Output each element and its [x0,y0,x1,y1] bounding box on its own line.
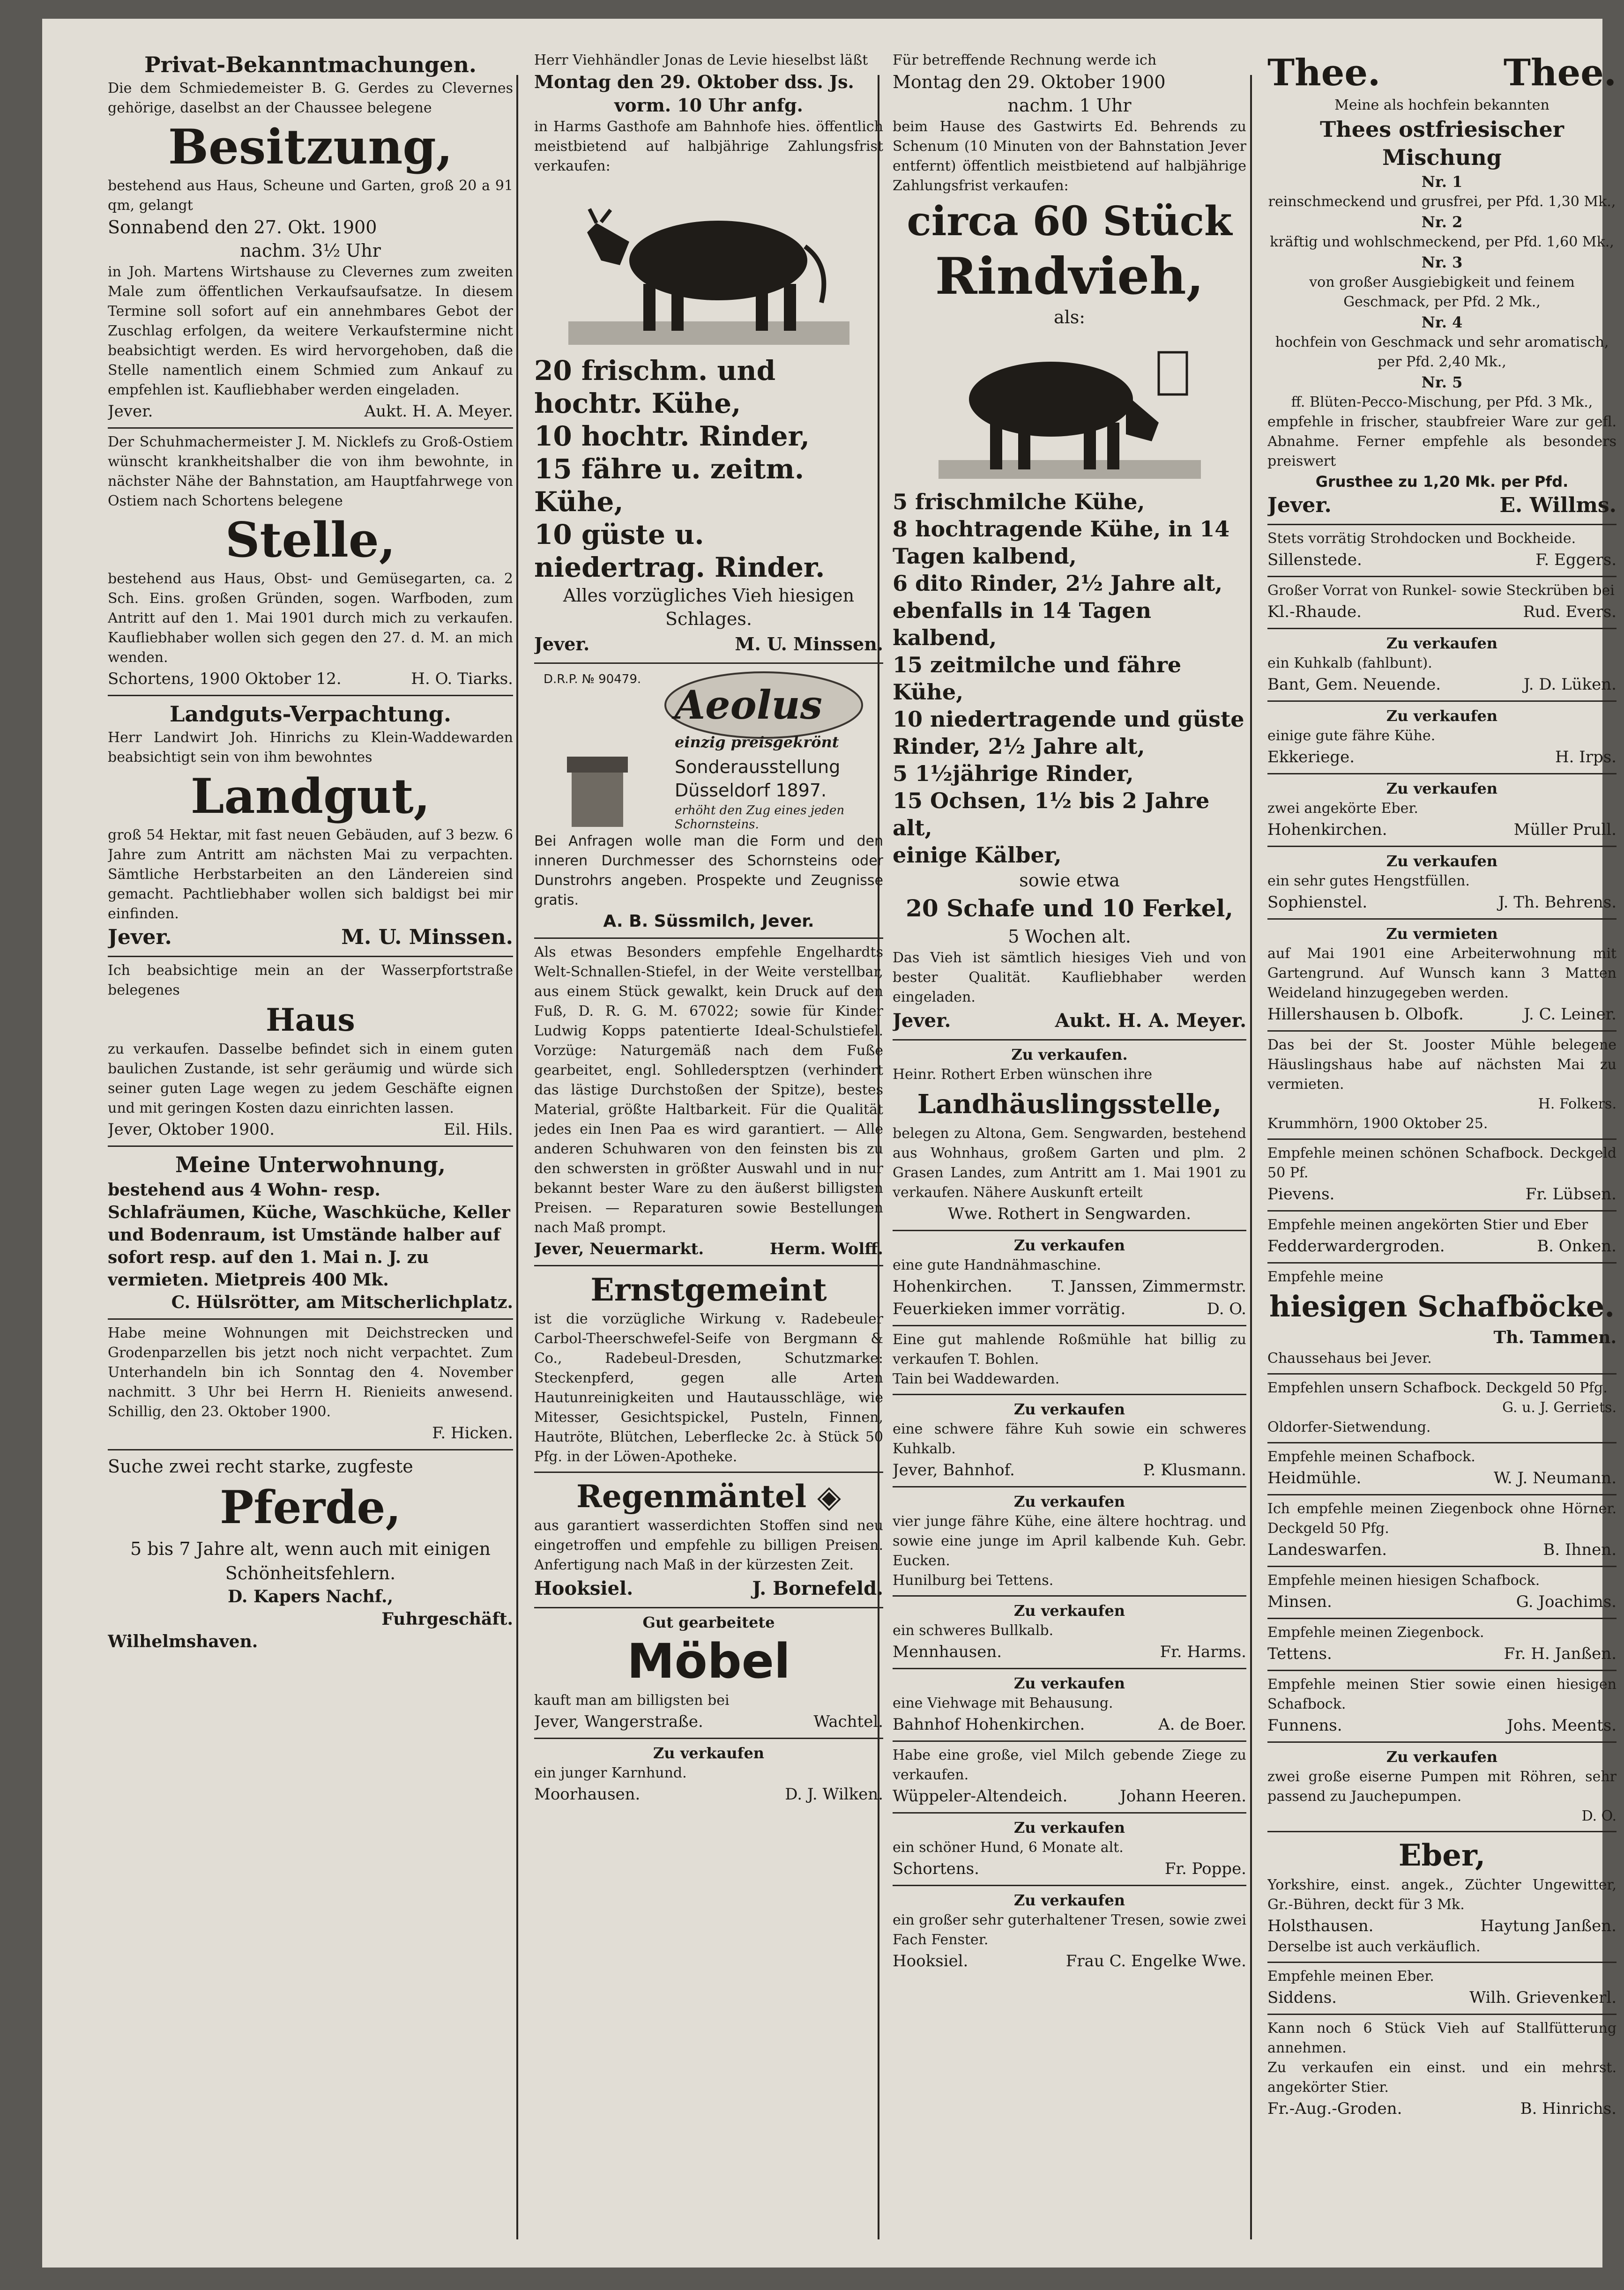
ad-naehmaschine: Zu verkaufen eine gute Handnähmaschine. Hohenkirchen. T. Janssen, Zimmermstr. Feuerkieken immer vorrätig. D. O. [893,1231,1246,1326]
ad-faehre-kuh: Zu verkaufen eine schwere fähre Kuh sowie ein schweres Kuhkalb. Jever, Bahnhof. P. Klusmann. [893,1395,1246,1487]
ad-schafbock-gerriets: Empfehlen unsern Schafbock. Deckgeld 50 Pfg. G. u. J. Gerriets. Oldorfer-Sietwendung. [1267,1375,1617,1443]
ad-landhaeuslingsstelle: Zu verkaufen. Heinr. Rothert Erben wünschen ihre Landhäuslingsstelle, belegen zu Altona, Gem. Sengwarden, bestehend aus Wohnhaus, großem Garten und plm. 2 Grasen Landes, zum Antritt am 1. Mai 1901 zu verkaufen. Nähere Auskunft erteilt Wwe. Rothert in Sengwarden. [893,1041,1246,1231]
cow-illustration [568,181,849,349]
ad-bullkalb: Zu verkaufen ein schweres Bullkalb. Mennhausen. Fr. Harms. [893,1597,1246,1669]
ad-ziegenbock-ihnen: Ich empfehle meinen Ziegenbock ohne Hörner. Deckgeld 50 Pfg. Landeswarfen. B. Ihnen. [1267,1495,1617,1567]
ad-karnhund: Zu verkaufen ein junger Karnhund. Moorhausen. D. J. Wilken. [534,1744,883,1804]
headline: Pferde, [220,1481,401,1534]
ad-kuhkalb: Zu verkaufen ein Kuhkalb (fahlbunt). Bant, Gem. Neuende. J. D. Lüken. [1267,629,1617,702]
ad-arbeiterwohnung: Zu vermieten auf Mai 1901 eine Arbeiterwohnung mit Gartengrund. Auf Wunsch kann 3 Matten Weideland hinzugegeben werden. Hillershausen b. Olbofk. J. C. Leiner. [1267,920,1617,1032]
ad-thee: Thee. Thee. Meine als hochfein bekannten Thees ostfriesischer Mischung Nr. 1 reinschmeckend und grusfrei, per Pfd. 1,30 Mk., Nr. 2 kräftig und wohlschmeckend, per Pfd. 1,60 Mk., Nr. 3 von großer Ausgiebigkeit und feinem Geschmack, per Pfd. 2 Mk., Nr. 4 hochfein von Geschmack und sehr aromatisch, per Pfd. 2,40 Mk., Nr. 5 ff. Blüten-Pecco-Mischung, per Pfd. 3 Mk., empfehle in frischer, staubfreier Ware zur gefl. Abnahme. Ferner empfehle als besonders preiswert Grusthee zu 1,20 Mk. per Pfd. Jever. E. Willms. [1267,47,1617,525]
ad-seife: Ernstgemeint ist die vorzügliche Wirkung v. Radebeuler Carbol-Theerschwefel-Seife von Bergmann & Co., Radebeul-Dresden, Schutzmarke: Steckenpferd, gegen alle Arten Hautunreinigkeiten und Hautausschläge, wie Mitesser, Gesichtspickel, Pusteln, Finnen, Hautröte, Blütchen, Leberflecke 2c. à Stück 50 Pfg. in der Löwen-Apotheke. [534,1266,883,1473]
headline: Eber, [1398,1838,1486,1873]
headline: Regenmäntel ◈ [576,1478,841,1515]
ad-unterwohnung: Meine Unterwohnung, bestehend aus 4 Wohn- resp. Schlafräumen, Küche, Waschküche, Keller und Bodenraum, ist Umstände halber auf sofort resp. auf den 1. Mai n. J. zu vermieten. Mietpreis 400 Mk. C. Hülsrötter, am Mitscherlichplatz. [108,1147,513,1320]
ad-besitzung: Privat-Bekanntmachungen. Die dem Schmiedemeister B. G. Gerdes zu Clevernes gehörige, daselbst an der Chaussee belegene Besitzung, bestehend aus Haus, Scheune und Garten, groß 20 a 91 qm, gelangt Sonnabend den 27. Okt. 1900 nachm. 3½ Uhr in Joh. Martens Wirtshause zu Clevernes zum zweiten Male zum öffentlichen Verkaufsaufsatze. In diesem Termine soll sofort auf ein annehmbares Gebot der Zuschlag erfolgen, da weitere Verkaufstermine nicht beabsichtigt werden. Es wird hervorgehoben, daß die Stelle namentlich einem Schmied zum Ankauf zu empfehlen ist. Kaufliebhaber werden eingeladen. Jever. Aukt. H. A. Meyer. [108,47,513,429]
ad-landgut: Landguts-Verpachtung. Herr Landwirt Joh. Hinrichs zu Klein-Waddewarden beabsichtigt sein von ihm bewohntes Landgut, groß 54 Hektar, mit fast neuen Gebäuden, auf 3 bezw. 6 Jahre zum Antritt am nächsten Mai zu verpachten. Sämtliche Herbstarbeiten an den Ländereien sind gemacht. Pachtliebhaber wollen sich baldigst bei mir einfinden. Jever. M. U. Minssen. [108,696,513,957]
headline: Landgut, [190,768,431,825]
ad-faehre-kuehe: Zu verkaufen einige gute fähre Kühe. Ekkeriege. H. Irps. [1267,702,1617,774]
ad-vieh-harms: Herr Viehhändler Jonas de Levie hieselbst läßt Montag den 29. Oktober dss. Js. vorm. 10 Uhr anfg. in Harms Gasthofe am Bahnhofe hies. öffentlich meistbietend auf halbjährige Zahlungsfrist verkaufen: 20 frischm. und hochtr. Kühe, 10 hochtr. Rinder, 15 fähre u. zeitm. Kühe, 10 güste u. niedertrag. Rinder. Alles vorzügliches Vieh hiesigen Schlages. Jever. M. U. Minssen. [534,47,883,664]
ad-stallfuetterung: Kann noch 6 Stück Vieh auf Stallfütterung annehmen. Zu verkaufen ein einst. und ein mehrst. angekörter Stier. Fr.-Aug.-Groden. B. Hinrichs. [1267,2020,1617,2118]
ad-hund: Zu verkaufen ein schöner Hund, 6 Monate alt. Schortens. Fr. Poppe. [893,1814,1246,1886]
headline: Ernstgemeint [590,1271,827,1308]
ad-schafbock-neumann: Empfehle meinen Schafbock. Heidmühle. W. J. Neumann. [1267,1443,1617,1495]
ad-stier-meents: Empfehle meinen Stier sowie einen hiesigen Schafbock. Funnens. Johs. Meents. [1267,1671,1617,1743]
ad-moebel: Gut gearbeitete Möbel kauft man am billigsten bei Jever, Wangerstraße. Wachtel. [534,1608,883,1739]
ad-stier-eber: Empfehle meinen angekörten Stier und Eber Fedderwardergroden. B. Onken. [1267,1212,1617,1264]
aeolus-logo: D.R.P. № 90479. Aeolus einzig preisgekrönt Sonderausstellung Düsseldorf 1897. erhöht den Zug eines jeden Schornsteins. [534,668,883,832]
ad-hengstfuellen: Zu verkaufen ein sehr gutes Hengstfüllen. Sophienstel. J. Th. Behrens. [1267,847,1617,920]
section-heading: Privat-Bekanntmachungen. [144,52,477,77]
headline: circa 60 Stück [907,198,1232,245]
newspaper-page [42,19,1617,2268]
headline: Rindvieh, [935,247,1204,306]
ad-eber-yorkshire: Eber, Yorkshire, einst. angek., Züchter Ungewitter, Gr.-Bühren, deckt für 3 Mk. Holsthausen. Haytung Janßen. Derselbe ist auch verkäuflich. [1267,1832,1617,1963]
ad-schafboecke: Empfehle meine hiesigen Schafböcke. Th. Tammen. Chaussehaus bei Jever. [1267,1264,1617,1375]
ad-strohdocken: Stets vorrätig Strohdocken und Bockheide. Sillenstede. F. Eggers. [1267,525,1617,577]
ad-ziegenbock-janssen: Empfehle meinen Ziegenbock. Tettens. Fr. H. Janßen. [1267,1619,1617,1671]
ad-pferde: Suche zwei recht starke, zugfeste Pferde, 5 bis 7 Jahre alt, wenn auch mit einigen Schönheitsfehlern. D. Kapers Nachf., Fuhrgeschäft. Wilhelmshaven. [108,1456,513,1651]
column-2 [534,47,883,1810]
headline: hiesigen Schafböcke. [1269,1289,1615,1323]
ad-junge-kuehe: Zu verkaufen vier junge fähre Kühe, eine ältere hochtrag. und sowie eine junge im April kalbende Kuh. Gebr. Eucken. Hunilburg bei Tettens. [893,1487,1246,1597]
ad-aeolus: D.R.P. № 90479. Aeolus einzig preisgekrönt Sonderausstellung Düsseldorf 1897. erhöht den Zug eines jeden Schornsteins. Bei Anfragen wolle man die Form und den inneren Durchmesser des Schornsteins oder Dunstrohrs angeben. Prospekte und Zeugnisse gratis. A. B. Süssmilch, Jever. [534,664,883,939]
headline: Haus [266,1002,355,1038]
column-4 [1267,47,1617,2125]
ad-haeuslingshaus: Das bei der St. Jooster Mühle belegene Häuslingshaus habe auf nächsten Mai zu vermieten. H. Folkers. Krummhörn, 1900 Oktober 25. [1267,1032,1617,1140]
cow-illustration [939,334,1201,483]
ad-tresen: Zu verkaufen ein großer sehr guterhaltener Tresen, sowie zwei Fach Fenster. Hooksiel. Frau C. Engelke Wwe. [893,1891,1246,1970]
ad-schuhe: Als etwas Besonders empfehle Engelhardts Welt-Schnallen-Stiefel, in der Weite verstellbar, aus einem Stück gewalkt, kein Druck auf den Fuß, D. R. G. M. 67022; sowie für Kinder Ludwig Kopps patentierte Ideal-Schulstiefel. Vorzüge: Naturgemäß nach dem Fuße gearbeitet, engl. Sohlledersptzen (verhindert das lästige Durchstoßen der Spitze), bestes Material, größte Haltbarkeit. Für die Qualität jedes ein Inen Paa es wird garantiert. — Alle anderen Schuhwaren von den feinsten bis zu den schwersten in größter Auswahl und in nur bekannt bester Ware zu den äußerst billigsten Preisen. — Reparaturen sowie Bestellungen nach Maß prompt. Jever, Neuermarkt. Herm. Wolff. [534,939,883,1266]
column-1 [108,47,513,1658]
headline: Möbel [627,1634,790,1689]
ad-ziege: Habe eine große, viel Milch gebende Ziege zu verkaufen. Wüppeler-Altendeich. Johann Heeren. [893,1742,1246,1814]
ad-rindvieh: Für betreffende Rechnung werde ich Montag den 29. Oktober 1900 nachm. 1 Uhr beim Hause des Gastwirts Ed. Behrends zu Schenum (10 Minuten von der Bahnstation Jever entfernt) öffentlich meistbietend auf halbjährige Zahlungsfrist verkaufen: circa 60 Stück Rindvieh, als: 5 frischmilche Kühe, 8 hochtragende Kühe, in 14 Tagen kalbend, 6 dito Rinder, 2½ Jahre alt, ebenfalls in 14 Tagen kalbend, 15 zeitmilche und fähre Kühe, 10 niedertragende und güste Rinder, 2½ Jahre alt, 5 1½jährige Rinder, 15 Ochsen, 1½ bis 2 Jahre alt, einige Kälber, sowie etwa 20 Schafe und 10 Ferkel, 5 Wochen alt. Das Vieh ist sämtlich hiesiges Vieh und von bester Qualität. Kaufliebhaber werden eingeladen. Jever. Aukt. H. A. Meyer. [893,47,1246,1041]
headline: Besitzung, [168,119,453,175]
ad-viehwage: Zu verkaufen eine Viehwage mit Behausung. Bahnhof Hohenkirchen. A. de Boer. [893,1669,1246,1742]
ad-stelle: Der Schuhmachermeister J. M. Nicklefs zu Groß-Ostiem wünscht krankheitshalber die von ihm bewohnte, in nächster Nähe der Bahnstation, am Hauptfahrwege von Ostiem nach Schortens belegene Stelle, bestehend aus Haus, Obst- und Gemüsegarten, ca. 2 Sch. Eins. großen Gründen, sogen. Warfboden, zum Antritt auf den 1. Mai 1901 durch mich zu verkaufen. Kaufliebhaber wollen sich gegen den 27. d. M. an mich wenden. Schortens, 1900 Oktober 12. H. O. Tiarks. [108,429,513,696]
ad-regenmaentel: Regenmäntel ◈ aus garantiert wasserdichten Stoffen sind neu eingetroffen und empfehle zu billigen Preisen. Anfertigung nach Maß in der kürzesten Zeit. Hooksiel. J. Bornefeld. [534,1473,883,1608]
ad-rossmuehle: Eine gut mahlende Roßmühle hat billig zu verkaufen T. Bohlen. Tain bei Waddewarden. [893,1326,1246,1395]
headline: Landhäuslingsstelle, [917,1089,1222,1120]
column-3 [893,47,1246,1977]
ad-pumpen: Zu verkaufen zwei große eiserne Pumpen mit Röhren, sehr passend zu Jauchepumpen. D. O. [1267,1743,1617,1832]
ad-schafbock-luebsen: Empfehle meinen schönen Schafbock. Deckgeld 50 Pf. Pievens. Fr. Lübsen. [1267,1140,1617,1212]
ad-runkelrueben: Großer Vorrat von Runkel- sowie Steckrüben bei Kl.-Rhaude. Rud. Evers. [1267,577,1617,629]
ad-wohnungen: Habe meine Wohnungen mit Deichstrecken und Grodenparzellen bis jetzt noch nicht verpachtet. Zum Unterhandeln bin ich Sonntag den 4. November nachmitt. 3 Uhr bei Herrn H. Rienieits anwesend. Schillig, den 23. Oktober 1900. F. Hicken. [108,1320,513,1450]
ad-eber-zwei: Zu verkaufen zwei angekörte Eber. Hohenkirchen. Müller Prull. [1267,774,1617,847]
ad-haus: Ich beabsichtige mein an der Wasserpfortstraße belegenes Haus zu verkaufen. Dasselbe befindet sich in einem guten baulichen Zustande, ist sehr geräumig und würde sich seiner guten Lage wegen zu jedem Geschäfte eignen und mit geringen Kosten dazu einrichten lassen. Jever, Oktober 1900. Eil. Hils. [108,957,513,1147]
headline: Stelle, [225,512,396,568]
ad-schafbock-joachims: Empfehle meinen hiesigen Schafbock. Minsen. G. Joachims. [1267,1567,1617,1619]
ad-eber-grievenkerl: Empfehle meinen Eber. Siddens. Wilh. Grievenkerl. [1267,1963,1617,2015]
